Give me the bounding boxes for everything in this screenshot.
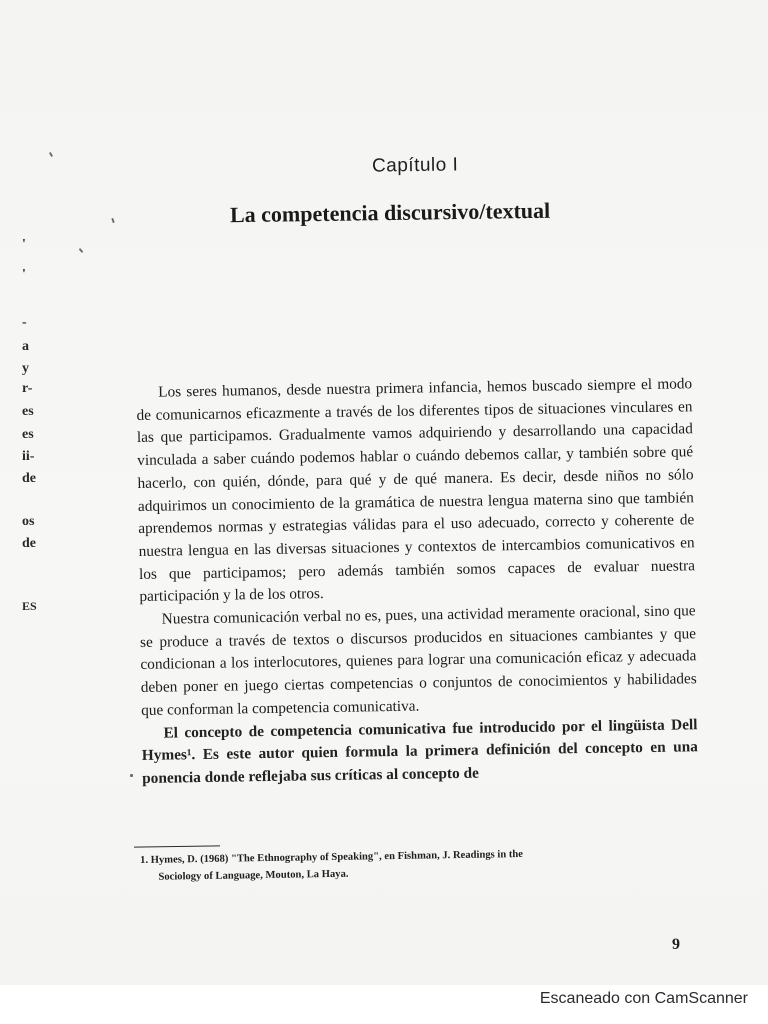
chapter-title: La competencia discursivo/textual [229,197,551,228]
scan-speck [111,218,115,223]
margin-fragment: de [22,471,36,486]
paragraph: El concepto de competencia comunicativa fue introducido por el lingüista Dell Hymes¹. Es este autor quien formula la primera definición del concepto en una ponencia donde reflejaba sus críticas al concepto de [141,715,698,787]
margin-fragment: - [22,315,27,330]
margin-fragment: es [22,404,34,419]
chapter-label: Capítulo I [371,154,459,177]
margin-fragment: de [22,536,36,551]
scan-speck [130,774,133,777]
scan-speck [49,152,53,157]
footnote-rule [134,845,220,847]
footnote [140,843,688,886]
margin-fragment: ES [22,599,37,613]
footnote-line: Sociology of Language, Mouton, La Haya. [158,868,349,883]
margin-fragment: r- [22,381,33,396]
margin-fragment: ii- [22,449,35,464]
margin-fragment: es [22,427,34,442]
camscanner-watermark: Escaneado con CamScanner [539,990,748,1007]
margin-fragment: os [22,514,35,529]
paragraph: Los seres humanos, desde nuestra primera infancia, hemos buscado siempre el modo de comunicarnos eficazmente a través de los diferentes tipos de situaciones vinculares en las que participamos. Gradualmente vamos adquiriendo y desarrollando una capacidad vinculada a saber cuándo podemos hablar o cuándo debemos callar, y también sobre qué hacerlo, con quién, dónde, para qué y de qué manera. Es decir, desde niños no sólo adquirimos un conocimiento de la gramática de nuestra lengua materna sino que también aprendemos normas y estrategias válidas para el uso adecuado, correcto y coherente de nuestra lengua en las diversas situaciones y contextos de intercambios comunicativos en los que participamos; pero además también somos capaces de evaluar nuestra participación y la de los otros. [136,375,696,606]
margin-fragment: a [22,339,29,354]
margin-fragment: ' [22,267,26,282]
margin-fragment: ' [22,237,26,252]
margin-fragment: y [22,361,29,376]
page-number: 9 [672,936,680,953]
scan-speck [79,248,84,253]
body-text [136,373,698,790]
footnote-line: 1. Hymes, D. (1968) "The Ethnography of Speaking", en Fishman, J. Readings in the [140,848,524,866]
paragraph: Nuestra comunicación verbal no es, pues, una actividad meramente oracional, sino que se produce a través de textos o discursos producidos en situaciones cambiantes y que condicionan a los interlocutores, quienes para lograr una comunicación eficaz y adecuada deben poner en juego ciertas competencias o conjuntos de conocimientos y habilidades que conforman la competencia comunicativa. [139,602,697,719]
